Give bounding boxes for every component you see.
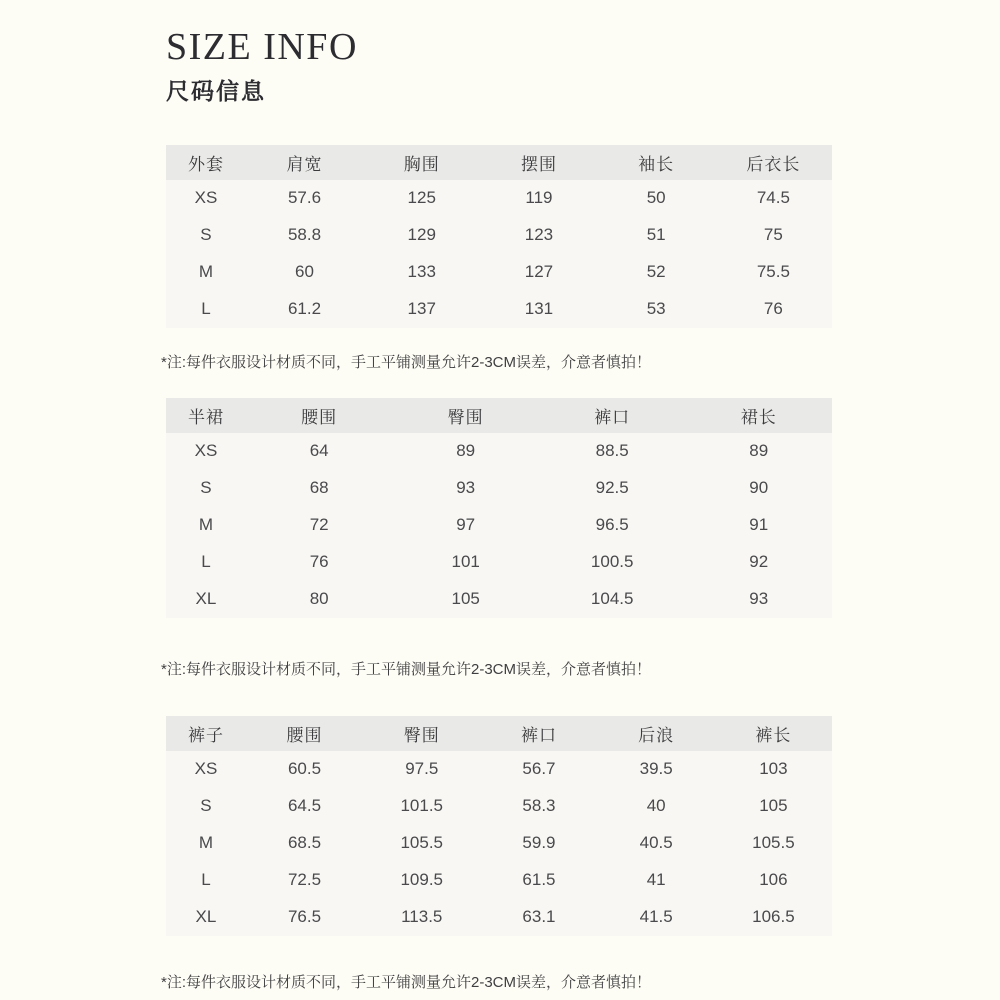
table-row	[166, 433, 832, 470]
value-cell: 105	[759, 796, 788, 816]
value-cell: 129	[407, 225, 436, 245]
column-header: 胸围	[363, 145, 480, 180]
value-cell: 61.5	[522, 870, 556, 890]
size-label-cell: XL	[195, 907, 217, 927]
size-label-cell: S	[200, 478, 212, 498]
value-cell: 76	[763, 299, 783, 319]
value-cell: 57.6	[287, 188, 322, 208]
value-cell: 60	[295, 262, 314, 282]
value-cell: 101.5	[400, 796, 443, 816]
value-cell: 89	[749, 441, 769, 461]
size-label-cell: S	[200, 796, 212, 816]
size-label-cell: XS	[194, 188, 218, 208]
value-cell: 125	[407, 188, 436, 208]
value-cell: 119	[525, 188, 553, 208]
value-cell: 88.5	[595, 441, 629, 461]
value-cell: 123	[524, 225, 554, 245]
table-row	[166, 180, 832, 217]
table-row	[166, 581, 832, 618]
value-cell: 106	[759, 870, 788, 890]
value-cell: 113.5	[401, 907, 443, 927]
value-cell: 100.5	[590, 552, 634, 572]
value-cell: 60.5	[287, 759, 322, 779]
value-cell: 63.1	[522, 907, 556, 927]
size-label-cell: M	[198, 515, 214, 535]
value-cell: 137	[407, 299, 436, 319]
value-cell: 106.5	[752, 907, 795, 927]
value-cell: 72.5	[287, 870, 322, 890]
size-label-cell: S	[200, 225, 212, 245]
value-cell: 74.5	[756, 188, 790, 208]
size-label-cell: L	[201, 299, 211, 319]
value-cell: 93	[456, 478, 476, 498]
size-label-cell: XS	[194, 441, 218, 461]
value-cell: 96.5	[595, 515, 629, 535]
value-cell: 131	[524, 299, 554, 319]
value-cell: 72	[309, 515, 329, 535]
skirt-header-row	[166, 398, 832, 433]
value-cell: 92	[749, 552, 769, 572]
size-label-cell: L	[201, 870, 211, 890]
value-cell: 51	[646, 225, 666, 245]
column-header: 后衣长	[715, 145, 832, 180]
value-cell: 103	[759, 759, 788, 779]
value-cell: 97	[456, 515, 476, 535]
value-cell: 64	[309, 441, 329, 461]
value-cell: 105.5	[752, 833, 795, 853]
table-row	[166, 254, 832, 291]
table-row	[166, 470, 832, 507]
coat-size-table	[166, 145, 832, 328]
table-row	[166, 544, 832, 581]
value-cell: 105	[451, 589, 480, 609]
value-cell: 133	[407, 262, 436, 282]
page-subtitle: 尺码信息	[166, 77, 266, 104]
value-cell: 92.5	[595, 478, 629, 498]
column-header: 裙长	[685, 398, 832, 433]
column-header: 后浪	[598, 716, 715, 751]
value-cell: 76	[309, 552, 329, 572]
column-header: 半裙	[166, 398, 246, 433]
value-cell: 61.2	[287, 299, 322, 319]
size-label-cell: XL	[195, 589, 217, 609]
value-cell: 80	[309, 589, 329, 609]
value-cell: 50	[646, 188, 666, 208]
value-cell: 105.5	[400, 833, 443, 853]
measurement-note: *注:每件衣服设计材质不同，手工平铺测量允许2-3CM误差，介意者慎拍！	[161, 973, 652, 991]
pants-header-row	[166, 716, 832, 751]
size-label-cell: M	[198, 833, 214, 853]
column-header: 腰围	[246, 716, 363, 751]
size-label-cell: XS	[194, 759, 218, 779]
column-header: 袖长	[598, 145, 715, 180]
column-header: 裤子	[166, 716, 246, 751]
table-row	[166, 291, 832, 328]
value-cell: 93	[749, 589, 769, 609]
value-cell: 127	[524, 262, 554, 282]
value-cell: 41	[646, 870, 666, 890]
value-cell: 91	[749, 515, 769, 535]
column-header: 臀围	[392, 398, 539, 433]
value-cell: 64.5	[287, 796, 322, 816]
value-cell: 68	[309, 478, 329, 498]
value-cell: 56.7	[522, 759, 556, 779]
value-cell: 89	[456, 441, 476, 461]
value-cell: 109.5	[400, 870, 443, 890]
coat-header-row	[166, 145, 832, 180]
value-cell: 68.5	[287, 833, 322, 853]
value-cell: 75.5	[756, 262, 790, 282]
table-row	[166, 751, 832, 788]
measurement-note: *注:每件衣服设计材质不同，手工平铺测量允许2-3CM误差，介意者慎拍！	[161, 353, 652, 371]
value-cell: 104.5	[590, 589, 634, 609]
column-header: 臀围	[363, 716, 480, 751]
table-row	[166, 825, 832, 862]
column-header: 肩宽	[246, 145, 363, 180]
column-header: 裤口	[480, 716, 597, 751]
value-cell: 59.9	[522, 833, 556, 853]
value-cell: 58.3	[522, 796, 556, 816]
value-cell: 40.5	[639, 833, 673, 853]
value-cell: 39.5	[639, 759, 673, 779]
value-cell: 76.5	[287, 907, 322, 927]
pants-size-table	[166, 716, 832, 936]
value-cell: 40	[646, 796, 666, 816]
value-cell: 53	[646, 299, 666, 319]
value-cell: 58.8	[287, 225, 322, 245]
table-row	[166, 862, 832, 899]
column-header: 腰围	[246, 398, 393, 433]
value-cell: 41.5	[639, 907, 673, 927]
page-title: SIZE INFO	[166, 26, 358, 68]
column-header: 外套	[166, 145, 246, 180]
table-row	[166, 507, 832, 544]
column-header: 裤口	[539, 398, 686, 433]
measurement-note: *注:每件衣服设计材质不同，手工平铺测量允许2-3CM误差，介意者慎拍！	[161, 660, 652, 678]
column-header: 摆围	[480, 145, 597, 180]
column-header: 裤长	[715, 716, 832, 751]
table-row	[166, 788, 832, 825]
value-cell: 101	[451, 552, 480, 572]
size-label-cell: M	[198, 262, 214, 282]
value-cell: 97.5	[405, 759, 439, 779]
value-cell: 52	[646, 262, 666, 282]
table-row	[166, 217, 832, 254]
value-cell: 90	[749, 478, 769, 498]
table-row	[166, 899, 832, 936]
value-cell: 75	[763, 225, 783, 245]
skirt-size-table	[166, 398, 832, 618]
size-label-cell: L	[201, 552, 211, 572]
